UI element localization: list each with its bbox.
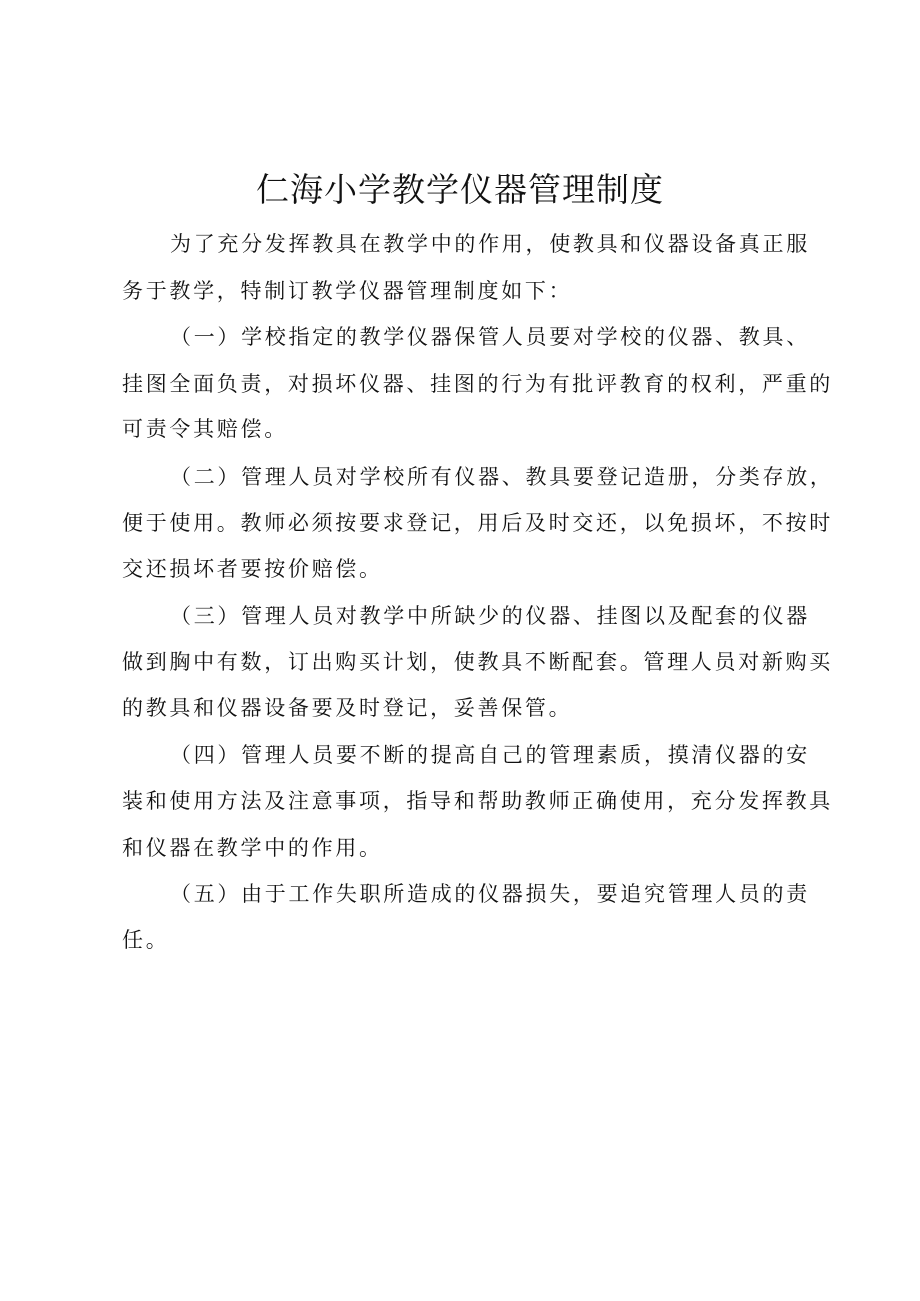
rule-5-line-2: 任。: [122, 928, 170, 952]
rule-4-line-1: （四）管理人员要不断的提高自己的管理素质，摸清仪器的安: [170, 743, 810, 767]
intro-line-1: 为了充分发挥教具在教学中的作用，使教具和仪器设备真正服: [170, 232, 810, 256]
rule-3-line-1: （三）管理人员对教学中所缺少的仪器、挂图以及配套的仪器: [170, 604, 810, 628]
rule-2-line-2: 便于使用。教师必须按要求登记，用后及时交还，以免损坏，不按时: [122, 511, 833, 535]
rule-2-line-3: 交还损坏者要按价赔偿。: [122, 557, 383, 581]
document-title: 仁海小学教学仪器管理制度: [256, 170, 664, 209]
rule-1-line-1: （一）学校指定的教学仪器保管人员要对学校的仪器、教具、: [170, 325, 810, 349]
rule-2-line-1: （二）管理人员对学校所有仪器、教具要登记造册，分类存放，: [170, 465, 834, 489]
rule-5-line-1: （五）由于工作失职所造成的仪器损失，要追究管理人员的责: [170, 882, 810, 906]
rule-1-line-3: 可责令其赔偿。: [122, 417, 288, 441]
rule-3-line-3: 的教具和仪器设备要及时登记，妥善保管。: [122, 696, 573, 720]
intro-line-2: 务于教学，特制订教学仪器管理制度如下：: [122, 279, 573, 303]
rule-3-line-2: 做到胸中有数，订出购买计划，使教具不断配套。管理人员对新购买: [122, 650, 833, 674]
rule-4-line-2: 装和使用方法及注意事项，指导和帮助教师正确使用，充分发挥教具: [122, 789, 833, 813]
rule-4-line-3: 和仪器在教学中的作用。: [122, 836, 383, 860]
rule-1-line-2: 挂图全面负责，对损坏仪器、挂图的行为有批评教育的权利，严重的: [122, 372, 833, 396]
